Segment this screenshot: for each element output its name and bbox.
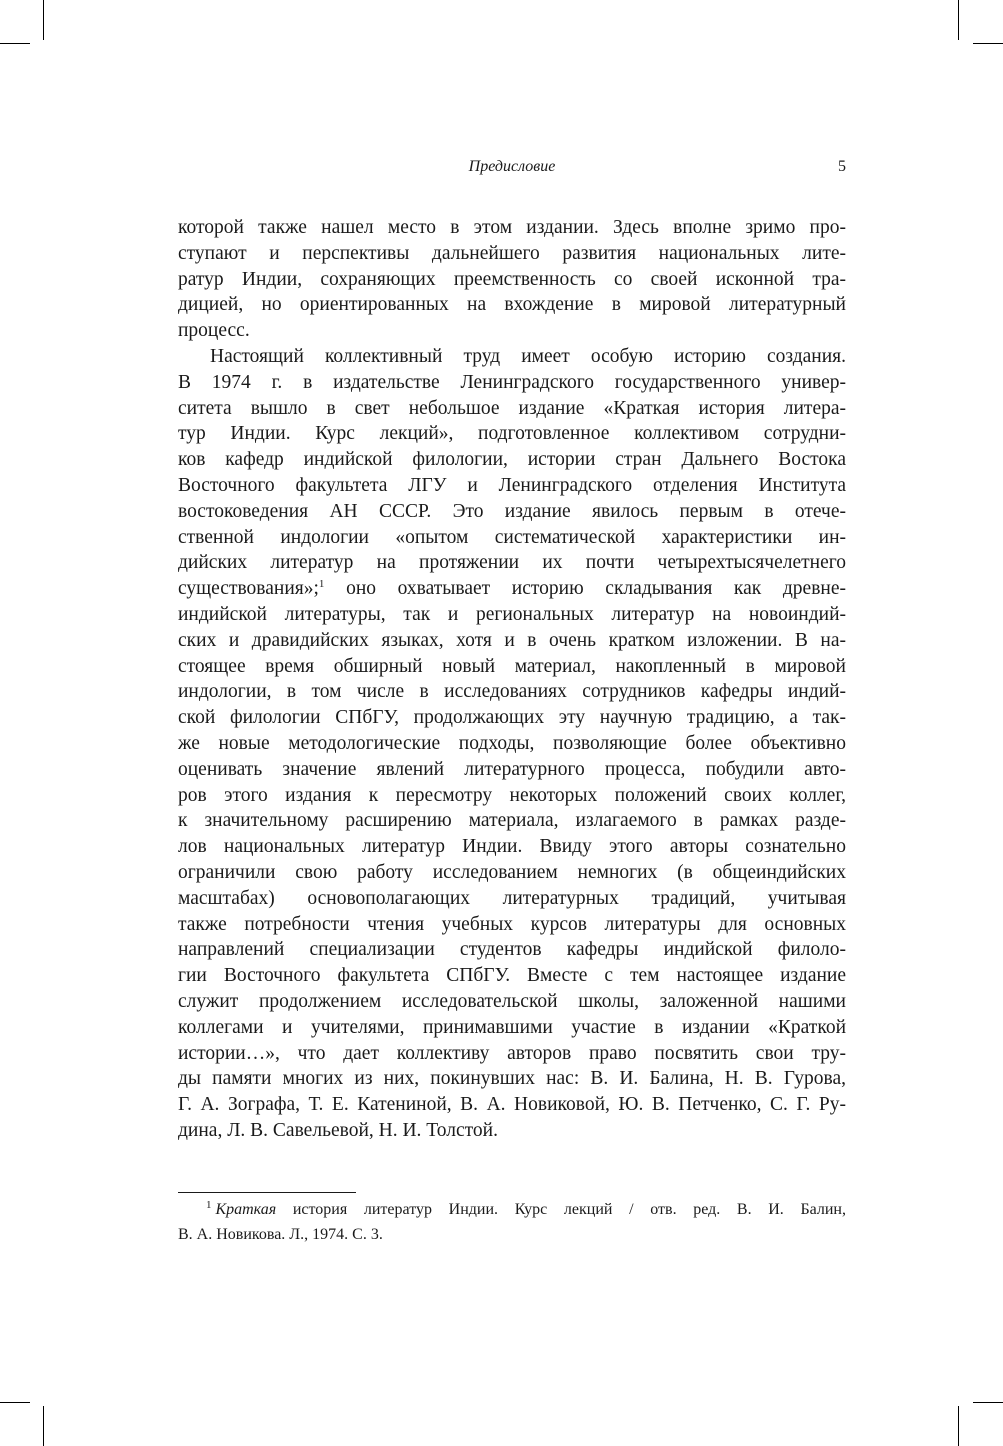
text-line: Г. А. Зографа, Т. Е. Катениной, В. А. Новиковой, Ю. В. Петченко, С. Г. Ру- xyxy=(178,1094,846,1116)
crop-mark xyxy=(0,1402,30,1403)
running-header xyxy=(178,158,846,182)
text-line: ограничили свою работу исследованием немногих (в общеиндийских xyxy=(178,861,846,883)
text-line: гии Восточного факультета СПбГУ. Вместе с тем настоящее издание xyxy=(178,965,846,987)
text-line: ступают и перспективы дальнейшего развития национальных лите- xyxy=(178,242,846,264)
text-line: тур Индии. Курс лекций», подготовленное коллективом сотрудни- xyxy=(178,423,846,445)
text-line: истории…», что дает коллективу авторов право посвятить свои тру- xyxy=(178,1042,846,1064)
text-line: лов национальных литератур Индии. Ввиду этого авторы сознательно xyxy=(178,836,846,858)
crop-mark xyxy=(0,43,30,44)
text-line: ственной индологии «опытом систематической характеристики ин- xyxy=(178,526,846,548)
text-line: дицией, но ориентированных на вхождение в мировой литературный xyxy=(178,294,846,316)
text-line: которой также нашел место в этом издании. Здесь вполне зримо про- xyxy=(178,217,846,238)
crop-mark xyxy=(43,0,44,40)
text-line: служит продолжением исследовательской школы, заложенной нашими xyxy=(178,990,846,1012)
text-line xyxy=(178,344,846,370)
crop-mark xyxy=(958,1406,959,1446)
footnote-line xyxy=(178,1198,846,1223)
text-line: ратур Индии, сохраняющих преемственность со своей исконной тра- xyxy=(178,268,846,290)
crop-mark xyxy=(43,1406,44,1446)
text-line: ков кафедр индийской филологии, истории стран Дальнего Востока xyxy=(178,449,846,471)
text-line: к значительному расширению материала, излагаемого в рамках разде- xyxy=(178,810,846,832)
footnote-text: история литератур Индии. Курс лекций / отв. ред. В. И. Балин, xyxy=(276,1201,846,1218)
text-line: масштабах) основополагающих литературных традиций, учитывая xyxy=(178,887,846,909)
text-segment: оно охватывает историю складывания как древне- xyxy=(324,578,846,600)
footnote-marker: 1 xyxy=(206,1199,212,1211)
text-line: дийских литератур на протяжении их почти четырехтысячелетнего xyxy=(178,552,846,574)
text-line: ских и дравидийских языках, хотя и в очень кратком изложении. В на- xyxy=(178,629,846,651)
text-line: коллегами и учителями, принимавшими участие в издании «Краткой xyxy=(178,1016,846,1038)
text-line: Восточного факультета ЛГУ и Ленинградского отделения Института xyxy=(178,474,846,496)
text-line: направлений специализации студентов кафедры индийской филоло- xyxy=(178,939,846,961)
footnote-reference[interactable]: 1 xyxy=(318,578,325,591)
text-segment: существования»; xyxy=(178,578,319,600)
text-line: ров этого издания к пересмотру некоторых положений своих коллег, xyxy=(178,784,846,806)
page-number: 5 xyxy=(838,158,846,175)
text-line-with-footnote xyxy=(178,576,846,602)
crop-mark xyxy=(958,0,959,40)
text-line: дина, Л. В. Савельевой, Н. И. Толстой. xyxy=(178,1119,498,1141)
text-line: же новые методологические подходы, позволяющие более объективно xyxy=(178,732,846,754)
text-line: индологии, в том числе в исследованиях сотрудников кафедры индий- xyxy=(178,681,846,703)
text-line: также потребности чтения учебных курсов литературы для основных xyxy=(178,913,846,935)
text-line: востоковедения АН СССР. Это издание явилось первым в отече- xyxy=(178,500,846,522)
footnote-italic: Краткая xyxy=(215,1201,277,1218)
crop-mark xyxy=(973,43,1003,44)
text-line: ской филологии СПбГУ, продолжающих эту научную традицию, а так- xyxy=(178,707,846,729)
running-title: Предисловие xyxy=(468,158,556,175)
text-line-content: Настоящий коллективный труд имеет особую историю создания. xyxy=(210,345,846,367)
text-line: В 1974 г. в издательстве Ленинградского государственного универ- xyxy=(178,371,846,393)
text-line: процесс. xyxy=(178,320,250,342)
text-line: стоящее время обширный новый материал, накопленный в мировой xyxy=(178,655,846,677)
text-line: ситета вышло в свет небольшое издание «Краткая история литера- xyxy=(178,397,846,419)
footnote-line: В. А. Новикова. Л., 1974. С. 3. xyxy=(178,1226,383,1243)
crop-mark xyxy=(973,1402,1003,1403)
text-line: индийской литературы, так и региональных литератур на новоиндий- xyxy=(178,603,846,625)
text-line: ды памяти многих из них, покинувших нас: В. И. Балина, Н. В. Гурова, xyxy=(178,1068,846,1090)
footnote-separator xyxy=(178,1192,356,1193)
body-text xyxy=(178,215,846,1144)
footnote xyxy=(178,1198,846,1246)
text-line: оценивать значение явлений литературного процесса, побудили авто- xyxy=(178,758,846,780)
